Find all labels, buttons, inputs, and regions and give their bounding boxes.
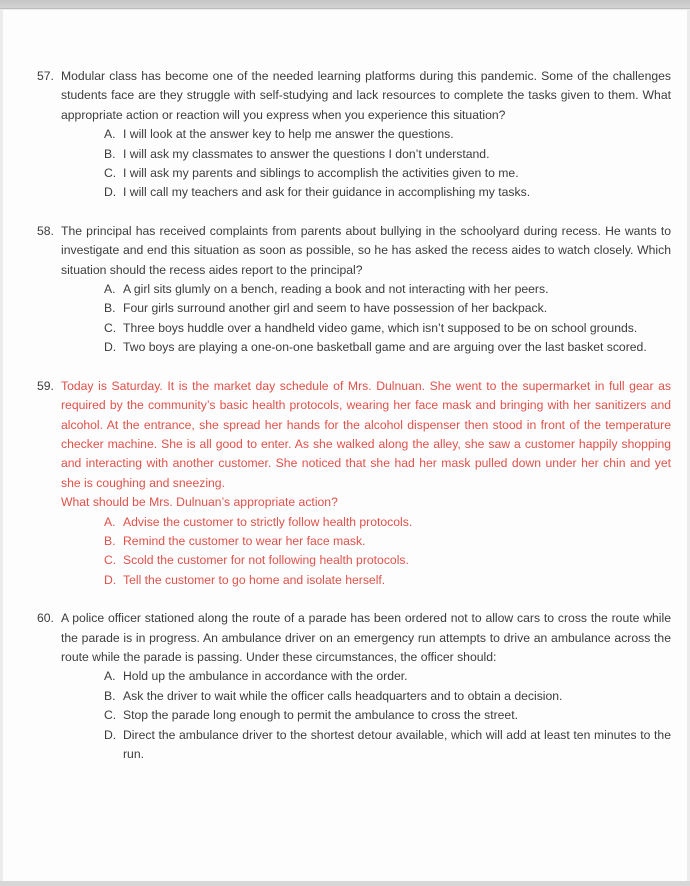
option-text: Scold the customer for not following health protocols. (123, 553, 409, 568)
option-text: Advise the customer to strictly follow health protocols. (123, 514, 413, 529)
option-letter: D. (104, 572, 117, 587)
option-58-b (79, 299, 671, 318)
option-letter: A. (104, 282, 116, 297)
option-letter: B. (104, 688, 116, 703)
option-59-a (79, 513, 671, 532)
option-60-b (104, 687, 671, 706)
option-text: Tell the customer to go home and isolate herself. (123, 572, 386, 587)
document-page (3, 10, 687, 881)
question-number: 57. (37, 69, 54, 83)
option-text: Four girls surround another girl and seem to have possession of her backpack. (123, 301, 548, 316)
question-number: 59. (37, 378, 54, 393)
option-text: Hold up the ambulance in accordance with the order. (123, 669, 408, 684)
option-58-d (79, 338, 671, 357)
option-letter: C. (104, 553, 117, 568)
option-57-a (79, 125, 671, 144)
question-text: A police officer stationed along the route of a parade has been ordered not to allow cars to cross the route while the parade is in progress. An ambulance driver on an emergency run attempts to drive an ambulance across the route while the parade is passing. Under these circumstances, the officer should: (61, 611, 671, 664)
option-text: Two boys are playing a one-on-one basketball game and are arguing over the last basket scored. (123, 340, 647, 355)
options-list (61, 513, 671, 591)
option-letter: C. (104, 166, 117, 181)
option-letter: B. (104, 533, 116, 548)
question-60 (37, 609, 671, 764)
options-list (61, 280, 671, 358)
option-letter: A. (104, 669, 116, 684)
option-text: I will ask my classmates to answer the questions I don’t understand. (123, 146, 490, 161)
question-text: Modular class has become one of the needed learning platforms during this pandemic. Some of the challenges students face are they struggle with self-studying and lack resources to complete the tasks given to them. What appropriate action or reaction will you express when you experience this situation? (61, 69, 671, 122)
option-text: Three boys huddle over a handheld video game, which isn’t supposed to be on school grounds. (123, 320, 638, 335)
option-letter: C. (104, 320, 117, 335)
question-content (61, 609, 671, 764)
option-text: I will ask my parents and siblings to accomplish the activities given to me. (123, 166, 519, 181)
option-letter: D. (104, 185, 117, 200)
options-list (61, 667, 671, 764)
option-letter: A. (104, 127, 116, 142)
option-59-b (79, 532, 671, 551)
question-content (61, 377, 671, 590)
window-top-edge (0, 0, 690, 9)
option-59-d (79, 571, 671, 590)
option-60-a (104, 667, 671, 686)
option-60-c (104, 706, 671, 725)
option-58-c (79, 319, 671, 338)
option-text: I will look at the answer key to help me answer the questions. (123, 127, 454, 142)
question-number: 60. (37, 611, 54, 626)
option-57-d (79, 183, 671, 202)
option-text: Stop the parade long enough to permit the ambulance to cross the street. (123, 708, 518, 723)
option-text: Direct the ambulance driver to the shortest detour available, which will add at least ten minutes to the run. (123, 727, 671, 761)
question-prompt: What should be Mrs. Dulnuan’s appropriate action? (61, 495, 338, 510)
option-letter: B. (104, 146, 116, 161)
option-text: A girl sits glumly on a bench, reading a book and not interacting with her peers. (123, 282, 549, 297)
option-letter: A. (104, 514, 116, 529)
question-content (61, 222, 671, 358)
window-bottom-edge (0, 881, 690, 886)
option-60-d (104, 726, 671, 765)
question-text: The principal has received complaints from parents about bullying in the schoolyard during recess. He wants to investigate and end this situation as soon as possible, so he has asked the recess aides to watch closely. Which situation should the recess aides report to the principal? (61, 223, 671, 277)
question-number: 58. (37, 223, 54, 238)
option-59-c (79, 551, 671, 570)
option-letter: C. (104, 708, 117, 723)
option-text: I will call my teachers and ask for their guidance in accomplishing my tasks. (123, 185, 531, 200)
question-58 (37, 222, 671, 358)
question-text: Today is Saturday. It is the market day schedule of Mrs. Dulnuan. She went to the supermarket in full gear as required by the community’s basic health protocols, wearing her face mask and bringing with her sanitizers and alcohol. At the entrance, she spread her hands for the alcohol dispenser then stood in front of the temperature checker machine. She is all good to enter. As she walked along the alley, she saw a customer happily shopping and interacting with another customer. She noticed that she had her mask pulled down under her chin and yet she is coughing and sneezing. (61, 378, 671, 490)
option-letter: D. (104, 727, 117, 742)
question-59 (37, 377, 671, 590)
options-list (61, 125, 671, 203)
option-text: Remind the customer to wear her face mask. (123, 533, 366, 548)
question-content (61, 67, 671, 203)
option-58-a (79, 280, 671, 299)
option-text: Ask the driver to wait while the officer calls headquarters and to obtain a decision. (123, 688, 563, 703)
option-letter: D. (104, 340, 117, 355)
option-57-c (79, 164, 671, 183)
option-letter: B. (104, 301, 116, 316)
question-57 (37, 67, 671, 203)
option-57-b (79, 145, 671, 164)
